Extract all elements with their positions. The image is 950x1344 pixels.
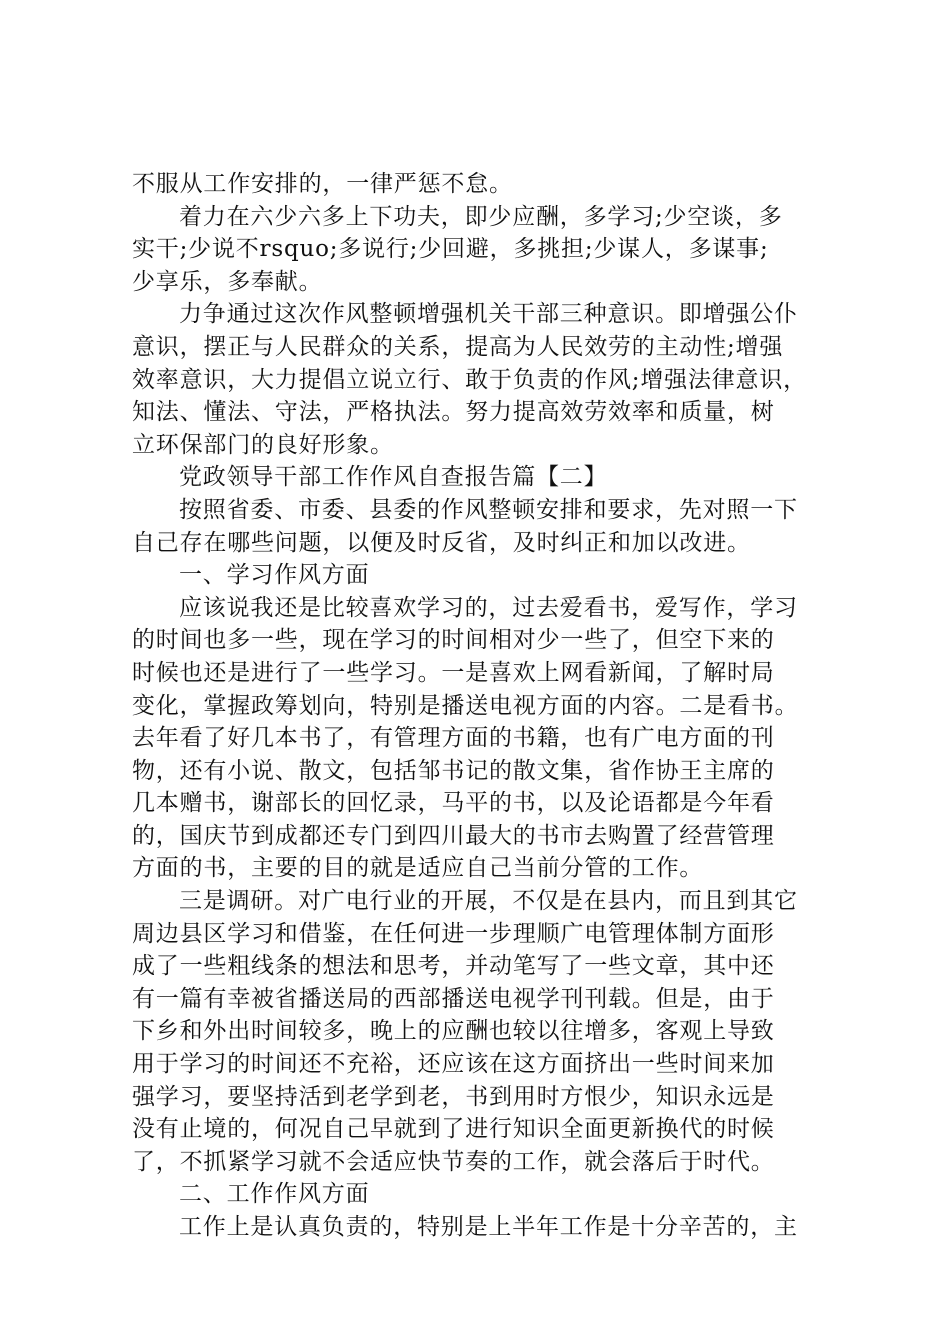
text-line: 效率意识，大力提倡立说立行、敢于负责的作风;增强法律意识， — [132, 366, 807, 393]
text-line: 周边县区学习和借鉴，在任何进一步理顺广电管理体制方面形 — [132, 920, 775, 947]
text-line: 三是调研。对广电行业的开展，不仅是在县内，而且到其它 — [179, 888, 798, 915]
text-line: 变化，掌握政筹划向，特别是播送电视方面的内容。二是看书。 — [132, 692, 799, 719]
text-line: 意识，摆正与人民群众的关系，提高为人民效劳的主动性;增强 — [132, 333, 784, 360]
document-body — [132, 168, 850, 1244]
text-line: 强学习，要坚持活到老学到老，书到用时方恨少，知识永远是 — [132, 1083, 775, 1110]
text-line: 没有止境的，何况自己早就到了进行知识全面更新换代的时候 — [132, 1116, 775, 1143]
text-line: 的，国庆节到成都还专门到四川最大的书市去购置了经营管理 — [132, 822, 775, 849]
text-line: 力争通过这次作风整顿增强机关干部三种意识。即增强公仆 — [179, 301, 798, 328]
text-line: 用于学习的时间还不充裕，还应该在这方面挤出一些时间来加 — [132, 1051, 775, 1078]
text-line: 党政领导干部工作作风自查报告篇【二】 — [179, 464, 608, 491]
text-line: 按照省委、市委、县委的作风整顿安排和要求，先对照一下 — [179, 496, 798, 523]
text-line: 有一篇有幸被省播送局的西部播送电视学刊刊载。但是，由于 — [132, 985, 775, 1012]
text-line: 下乡和外出时间较多，晚上的应酬也较以往增多，客观上导致 — [132, 1018, 775, 1045]
text-line: 工作上是认真负责的，特别是上半年工作是十分辛苦的，主 — [179, 1214, 798, 1240]
text-line: 物，还有小说、散文，包括邹书记的散文集，省作协王主席的 — [132, 757, 775, 784]
text-line: 成了一些粗线条的想法和思考，并动笔写了一些文章，其中还 — [132, 953, 775, 980]
text-line: 方面的书，主要的目的就是适应自己当前分管的工作。 — [132, 855, 704, 882]
text-line: 时候也还是进行了一些学习。一是喜欢上网看新闻，了解时局 — [132, 659, 775, 686]
text-line: 去年看了好几本书了，有管理方面的书籍，也有广电方面的刊 — [132, 725, 775, 752]
text-line: 着力在六少六多上下功夫，即少应酬，多学习;少空谈，多 — [179, 203, 783, 230]
text-line: 实干;少说不rsquo;多说行;少回避，多挑担;少谋人，多谋事; — [132, 236, 769, 263]
text-line: 不服从工作安排的，一律严惩不怠。 — [132, 171, 513, 197]
text-line: 知法、懂法、守法，严格执法。努力提高效劳效率和质量，树 — [132, 399, 775, 426]
text-line: 了，不抓紧学习就不会适应快节奏的工作，就会落后于时代。 — [132, 1148, 775, 1175]
text-line: 几本赠书，谢部长的回忆录，马平的书，以及论语都是今年看 — [132, 790, 775, 817]
text-line: 少享乐，多奉献。 — [132, 268, 323, 295]
text-line: 的时间也多一些，现在学习的时间相对少一些了，但空下来的 — [132, 627, 775, 654]
text-line: 一、学习作风方面 — [179, 562, 370, 589]
text-line: 自己存在哪些问题，以便及时反省，及时纠正和加以改进。 — [132, 529, 751, 556]
text-line: 二、工作作风方面 — [179, 1181, 370, 1208]
text-line: 应该说我还是比较喜欢学习的，过去爱看书，爱写作，学习 — [179, 594, 798, 621]
text-line: 立环保部门的良好形象。 — [132, 431, 394, 458]
